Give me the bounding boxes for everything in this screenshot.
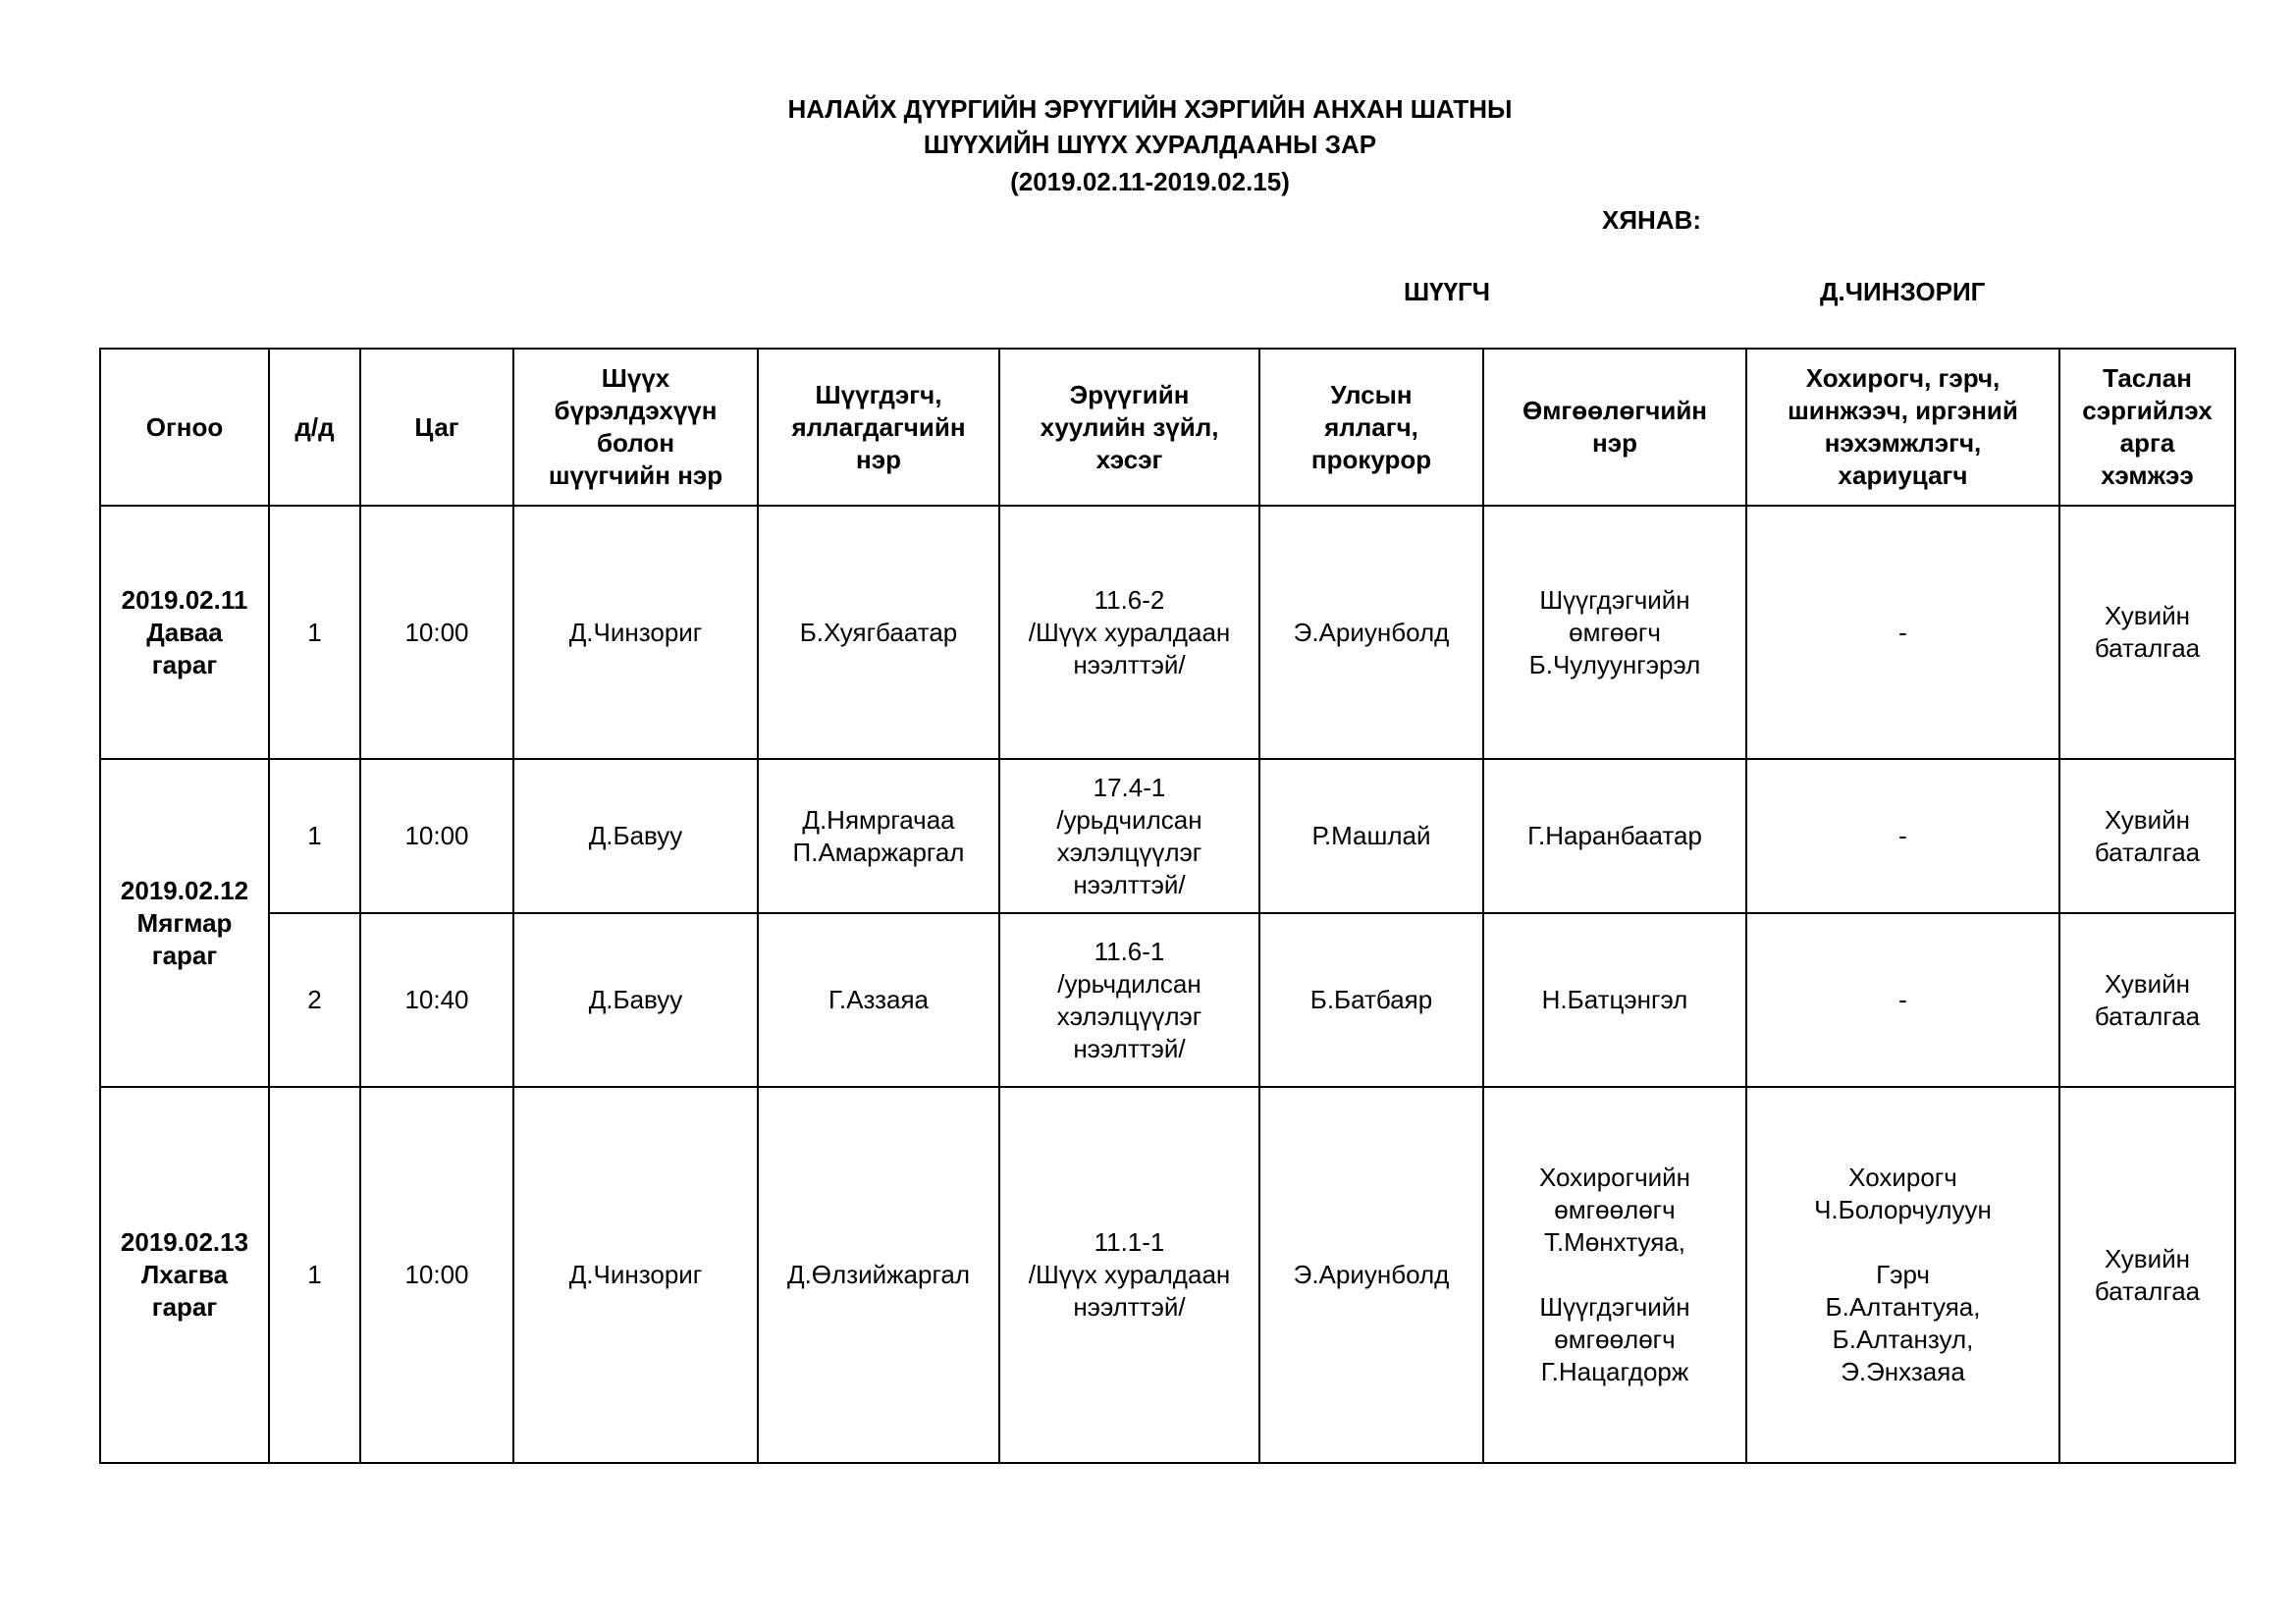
cell-prosecutor: Э.Ариунболд <box>1259 506 1483 759</box>
col-header-judge: Шүүх бүрэлдэхүүн болон шүүгчийн нэр <box>513 349 758 506</box>
cell-number: 2 <box>269 913 360 1087</box>
cell-number: 1 <box>269 506 360 759</box>
table-row <box>100 1087 2235 1463</box>
cell-prosecutor: Б.Батбаяр <box>1259 913 1483 1087</box>
date-range: (2019.02.11-2019.02.15) <box>1010 167 1290 196</box>
cell-lawyer: Н.Батцэнгэл <box>1483 913 1746 1087</box>
col-header-time: Цаг <box>360 349 513 506</box>
cell-victim: - <box>1746 759 2059 913</box>
cell-measure: Хувийн баталгаа <box>2059 1087 2235 1463</box>
cell-defendant: Б.Хуягбаатар <box>758 506 999 759</box>
table-row <box>100 506 2235 759</box>
cell-lawyer: Шүүгдэгчийн өмгөөгч Б.Чулуунгэрэл <box>1483 506 1746 759</box>
col-header-lawyer: Өмгөөлөгчийн нэр <box>1483 349 1746 506</box>
approve-label: ХЯНАВ: <box>1602 205 1702 235</box>
cell-judge: Д.Бавуу <box>513 759 758 913</box>
cell-number: 1 <box>269 759 360 913</box>
cell-judge: Д.Чинзориг <box>513 1087 758 1463</box>
table-row <box>100 759 2235 913</box>
cell-time: 10:40 <box>360 913 513 1087</box>
table-row <box>100 913 2235 1087</box>
cell-time: 10:00 <box>360 506 513 759</box>
cell-time: 10:00 <box>360 759 513 913</box>
cell-victim: - <box>1746 506 2059 759</box>
cell-date: 2019.02.13 Лхагва гараг <box>100 1087 269 1463</box>
judge-label: ШҮҮГЧ <box>1404 277 1491 306</box>
cell-time: 10:00 <box>360 1087 513 1463</box>
cell-measure: Хувийн баталгаа <box>2059 913 2235 1087</box>
judge-name: Д.ЧИНЗОРИГ <box>1820 277 1986 306</box>
cell-judge: Д.Бавуу <box>513 913 758 1087</box>
cell-lawyer: Г.Наранбаатар <box>1483 759 1746 913</box>
cell-article: 11.6-2 /Шүүх хуралдаан нээлттэй/ <box>999 506 1259 759</box>
col-header-article: Эрүүгийн хуулийн зүйл, хэсэг <box>999 349 1259 506</box>
cell-measure: Хувийн баталгаа <box>2059 759 2235 913</box>
col-header-prosecutor: Улсын яллагч, прокурор <box>1259 349 1483 506</box>
col-header-measure: Таслан сэргийлэх арга хэмжээ <box>2059 349 2235 506</box>
cell-victim: - <box>1746 913 2059 1087</box>
cell-judge: Д.Чинзориг <box>513 506 758 759</box>
hearing-schedule-table <box>99 348 2236 1464</box>
cell-lawyer: Хохирогчийн өмгөөлөгч Т.Мөнхтуяа, Шүүгдэгчийн өмгөөлөгч Г.Нацагдорж <box>1483 1087 1746 1463</box>
cell-article: 11.1-1 /Шүүх хуралдаан нээлттэй/ <box>999 1087 1259 1463</box>
cell-date: 2019.02.12 Мягмар гараг <box>100 759 269 1087</box>
cell-article: 17.4-1 /урьдчилсан хэлэлцүүлэг нээлттэй/ <box>999 759 1259 913</box>
cell-prosecutor: Р.Машлай <box>1259 759 1483 913</box>
col-header-date: Огноо <box>100 349 269 506</box>
cell-number: 1 <box>269 1087 360 1463</box>
cell-prosecutor: Э.Ариунболд <box>1259 1087 1483 1463</box>
col-header-victim: Хохирогч, гэрч, шинжээч, иргэний нэхэмжлэгч, хариуцагч <box>1746 349 2059 506</box>
cell-victim: Хохирогч Ч.Болорчулуун Гэрч Б.Алтантуяа, Б.Алтанзул, Э.Энхзаяа <box>1746 1087 2059 1463</box>
table-header-row <box>100 349 2235 506</box>
cell-measure: Хувийн баталгаа <box>2059 506 2235 759</box>
cell-defendant: Г.Аззаяа <box>758 913 999 1087</box>
col-header-defendant: Шүүгдэгч, яллагдагчийн нэр <box>758 349 999 506</box>
cell-date: 2019.02.11 Даваа гараг <box>100 506 269 759</box>
title-line-2: ШҮҮХИЙН ШҮҮХ ХУРАЛДААНЫ ЗАР <box>923 130 1377 159</box>
cell-article: 11.6-1 /урьчдилсан хэлэлцүүлэг нээлттэй/ <box>999 913 1259 1087</box>
col-header-number: д/д <box>269 349 360 506</box>
title-line-1: НАЛАЙХ ДҮҮРГИЙН ЭРҮҮГИЙН ХЭРГИЙН АНХАН ШАТНЫ <box>787 94 1513 124</box>
cell-defendant: Д.Нямргачаа П.Амаржаргал <box>758 759 999 913</box>
cell-defendant: Д.Өлзийжаргал <box>758 1087 999 1463</box>
